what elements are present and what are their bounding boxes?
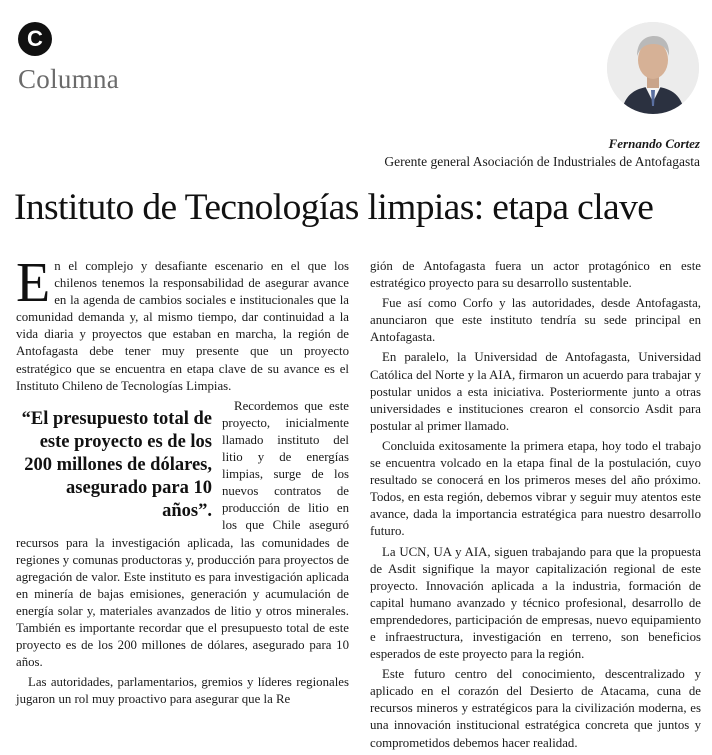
article-paragraph: Concluida exitosamente la primera etapa, hoy todo el trabajo se encuentra volcado en la etapa final de la postulación, cuyo resultado se conocerá en los primeros meses del año próximo. Todos, en esta región, debemos vibrar y seguir muy atentos este avance, dada la importancia estratégica para nuestro desarrollo futuro. [370, 438, 701, 539]
section-label: Columna [18, 64, 120, 94]
article-paragraph: Las autoridades, parlamentarios, gremios y líderes regionales jugaron un rol muy proactivo para asegurar que la Re [16, 675, 349, 707]
author-name: Fernando Cortez [608, 136, 700, 151]
author-role: Gerente general Asociación de Industriales de Antofagasta [384, 154, 700, 169]
article-paragraph [16, 252, 349, 395]
article-paragraph: En paralelo, la Universidad de Antofagasta, Universidad Católica del Norte y la AIA, firmaron un acuerdo para trabajar y postular unidos a esta iniciativa. Posteriormente junto a otras universidades e instituciones crearon el consorcio Asdit para postular al primer llamado. [370, 350, 701, 433]
article-column-1 [16, 252, 349, 711]
article-paragraph: Este futuro centro del conocimiento, descentralizado y aplicado en el corazón del Desierto de Atacama, cuna de recursos mineros y estratégicos para la civilización moderna, es una innovación institucional estratégica concreta que juntos y comprometidos debemos hacer realidad. [370, 667, 701, 750]
author-portrait-icon [607, 22, 699, 114]
article-column-2 [370, 258, 701, 755]
paragraph-text: n el complejo y desafiante escenario en el que los chilenos tenemos la responsabilidad de asegurar avance en la agenda de cambios sociales e institucionales que la comunidad demanda y, al mismo tiempo, dar continuidad a la vida diaria y proyectos que estaban en marcha, la región de Antofagasta debe tener muy presente que un proyecto estratégico que se encuentra en etapa clave de su avance es el Instituto Chileno de Tecnologías Limpias. [16, 259, 349, 393]
pull-quote: “El presupuesto total de este proyecto es de los 200 millones de dólares, asegurado para 10 años”. [21, 408, 212, 521]
article-paragraph: Fue así como Corfo y las autoridades, desde Antofagasta, anunciaron que este instituto tendría su sede principal en Antofagasta. [370, 296, 701, 345]
article-paragraph: gión de Antofagasta fuera un actor protagónico en este estratégico proyecto para su desarrollo sustentable. [370, 259, 701, 291]
dropcap: E [16, 252, 51, 314]
headline: Instituto de Tecnologías limpias: etapa clave [14, 187, 654, 228]
author-photo [607, 22, 699, 114]
article-paragraph: Recordemos que este proyecto, inicialmente llamado instituto del litio y de energías limpias, surge de los nuevos contratos de producción de litio en los que Chile aseguró recursos para la investigación aplicada, las comunidades de regiones y comunas productoras y, producción para proyectos de agregación de valor. Este instituto es para investigación aplicada en minería de bajas emisiones, generación y acumulación de energía solar y, materiales avanzados de litio y otros minerales. También es importante recordar que el presupuesto total de este proyecto es de los 200 millones de dólares, asegurado para 10 años. [16, 398, 349, 670]
article-paragraph: La UCN, UA y AIA, siguen trabajando para que la propuesta de Asdit signifique la mayor capitalización regional de este proyecto. Innovación aplicada a la industria, formación de capital humano avanzado y técnico profesional, desarrollo de emprendedores, participación de empresas, nuevo equipamiento e infraestructura, investigación en terreno, son beneficios esperados de este proyecto para la región. [370, 544, 701, 662]
column-badge: C [18, 22, 52, 56]
